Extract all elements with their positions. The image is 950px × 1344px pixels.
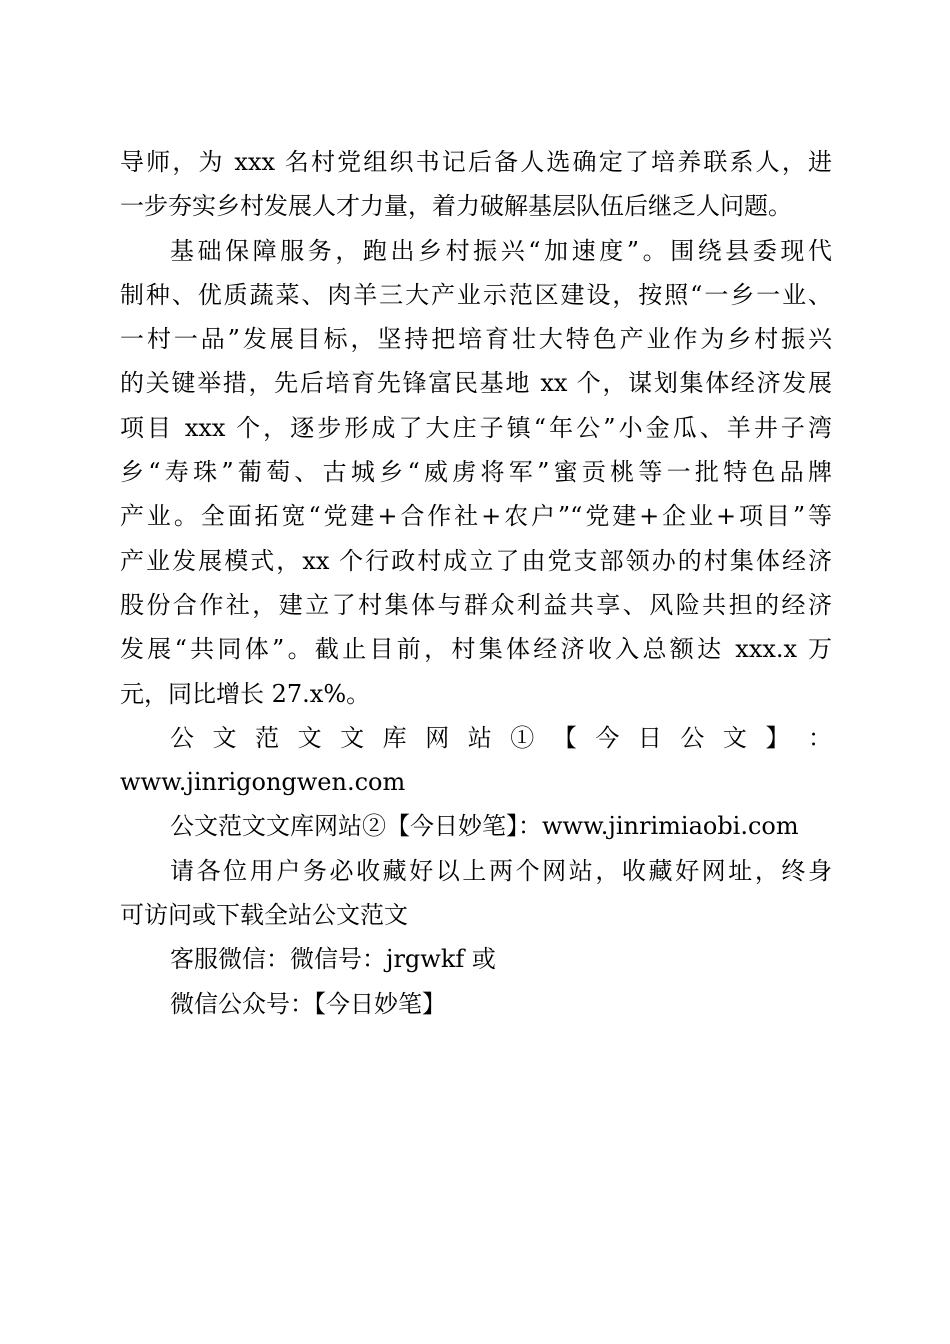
paragraph-line: 制种、优质蔬菜、肉羊三大产业示范区建设，按照“一乡一业、 [120,280,832,309]
bookmark-notice-line: 可访问或下载全站公文范文 [120,901,408,930]
paragraph-talent [120,140,832,229]
paragraph-industry [120,229,832,716]
wechat-service: 客服微信：微信号：jrgwkf 或 [170,945,496,974]
paragraph-line: 项目 xxx 个，逐步形成了大庄子镇“年公”小金瓜、羊井子湾 [120,413,832,442]
website-1-label: 公 文 范 文 文 库 网 站 ① 【 今 日 公 文 】 ： [170,723,832,752]
website-1-url[interactable]: www.jinrigongwen.com [120,768,406,797]
paragraph-line: 产业发展模式，xx 个行政村成立了由党支部领办的村集体经济 [120,546,832,575]
paragraph-line: 的关键举措，先后培育先锋富民基地 xx 个，谋划集体经济发展 [120,369,832,398]
paragraph-line: 导师，为 xxx 名村党组织书记后备人选确定了培养联系人，进 [120,148,832,176]
paragraph-line: 一村一品”发展目标，坚持把培育壮大特色产业作为乡村振兴 [120,325,832,354]
paragraph-line: 发展“共同体”。截止目前，村集体经济收入总额达 xxx.x 万 [120,635,832,664]
paragraph-line: 一步夯实乡村发展人才力量，着力破解基层队伍后继乏人问题。 [120,192,792,221]
bookmark-notice [120,849,832,938]
document-page [120,140,832,1026]
wechat-official-account: 微信公众号：【今日妙笔】 [170,989,446,1018]
website-notice-2[interactable]: 公文范文文库网站②【今日妙笔】：www.jinrimiaobi.com [170,812,799,841]
paragraph-line: 股份合作社，建立了村集体与群众利益共享、风险共担的经济 [120,590,832,619]
paragraph-line: 元，同比增长 27.x%。 [120,679,371,708]
paragraph-line: 乡“寿珠”葡萄、古城乡“威虏将军”蜜贡桃等一批特色品牌 [120,458,832,487]
bookmark-notice-line: 请各位用户务必收藏好以上两个网站，收藏好网址，终身 [170,856,832,885]
website-notice-1 [120,716,832,805]
paragraph-line: 基础保障服务，跑出乡村振兴“加速度”。围绕县委现代 [170,236,832,265]
paragraph-line: 产业。全面拓宽“党建+合作社+农户”“党建+企业+项目”等 [120,502,832,531]
